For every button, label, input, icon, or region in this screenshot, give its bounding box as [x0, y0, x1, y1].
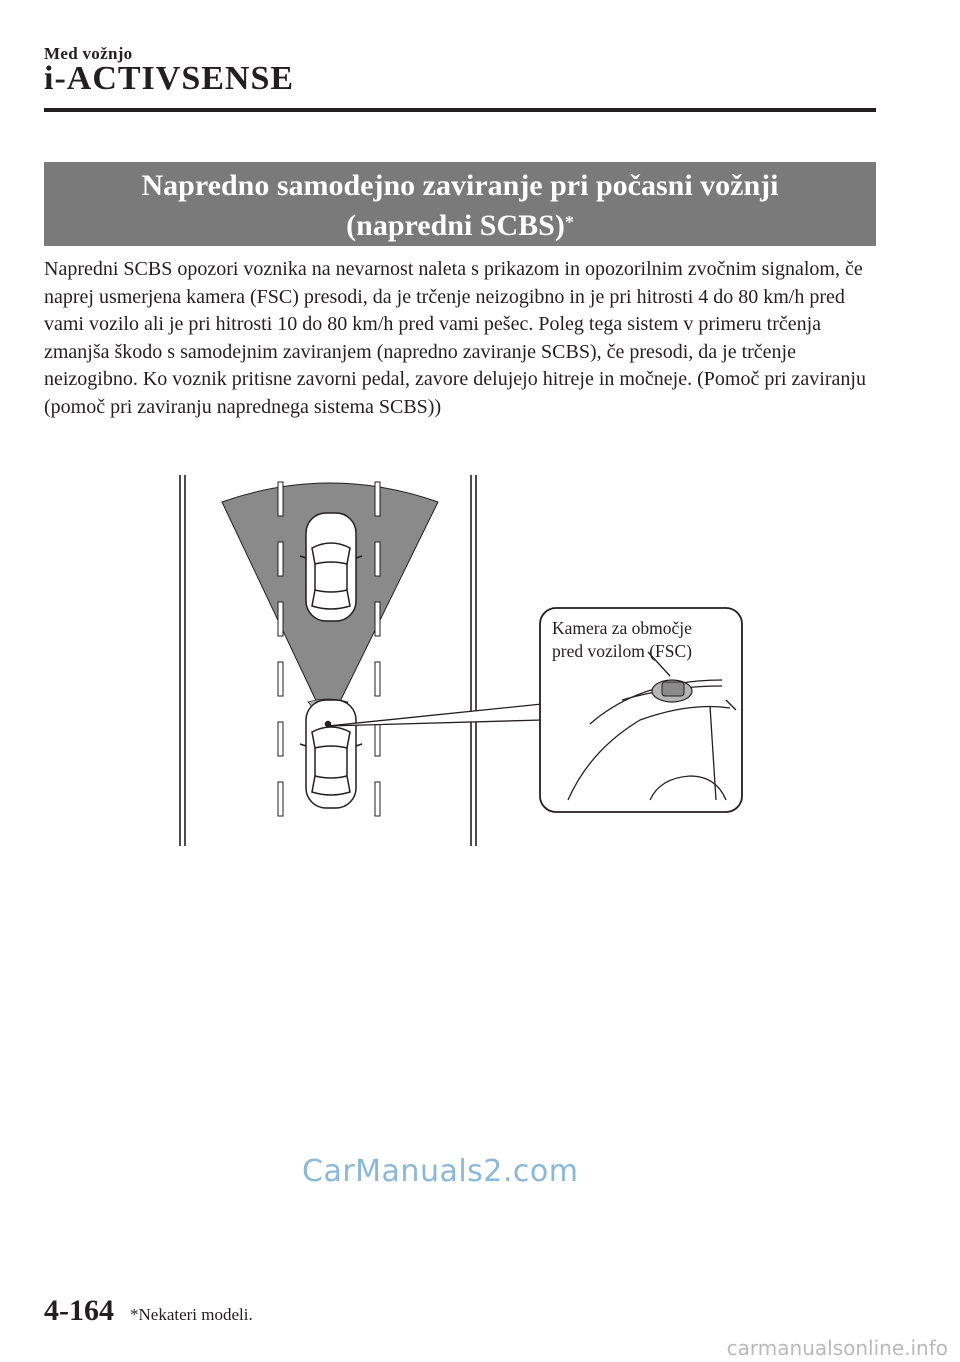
- site-watermark: carmanualsonline.info: [726, 1336, 948, 1360]
- road-edge-right: [471, 475, 476, 846]
- banner-line-2-text: (napredni SCBS): [346, 209, 565, 242]
- banner-line-1: Napredno samodejno zaviranje pri počasni vožnji: [141, 169, 779, 202]
- header-rule: [44, 108, 876, 112]
- banner-line-2: [44, 206, 876, 246]
- own-car: [300, 700, 362, 808]
- callout-label: [552, 617, 692, 663]
- car-ahead: [300, 513, 362, 621]
- road-edge-left: [180, 475, 185, 846]
- page-number: 4-164: [44, 1294, 114, 1327]
- watermark: CarManuals2.com: [302, 1154, 579, 1189]
- heading-banner: [44, 162, 876, 246]
- callout-label-line-1: Kamera za območje: [552, 618, 692, 638]
- fsc-camera-mark: [652, 680, 692, 702]
- scbs-illustration: [170, 470, 750, 850]
- footnote: *Nekateri modeli.: [130, 1305, 253, 1324]
- callout-pointer: [328, 704, 542, 726]
- banner-asterisk: *: [564, 212, 574, 232]
- callout-label-line-2: pred vozilom (FSC): [552, 641, 692, 661]
- section-title: i-ACTIVSENSE: [44, 60, 295, 97]
- body-paragraph: Napredni SCBS opozori voznika na nevarnost naleta s prikazom in opozorilnim zvočnim signalom, če naprej usmerjena kamera (FSC) presodi, da je trčenje neizogibno in je pri hitrosti 4 do 80 km/h pred vami vozilo ali je pri hitrosti 10 do 80 km/h pred vami pešec. Poleg tega sistem v primeru trčenja zmanjša škodo s samodejnim zaviranjem (napredno zaviranje SCBS), če presodi, da je trčenje neizogibno. Ko voznik pritisne zavorni pedal, zavore delujejo hitreje in močneje. (Pomoč pri zaviranju (pomoč pri zaviranju naprednega sistema SCBS)): [44, 258, 866, 418]
- running-head: Med vožnjo: [44, 44, 133, 63]
